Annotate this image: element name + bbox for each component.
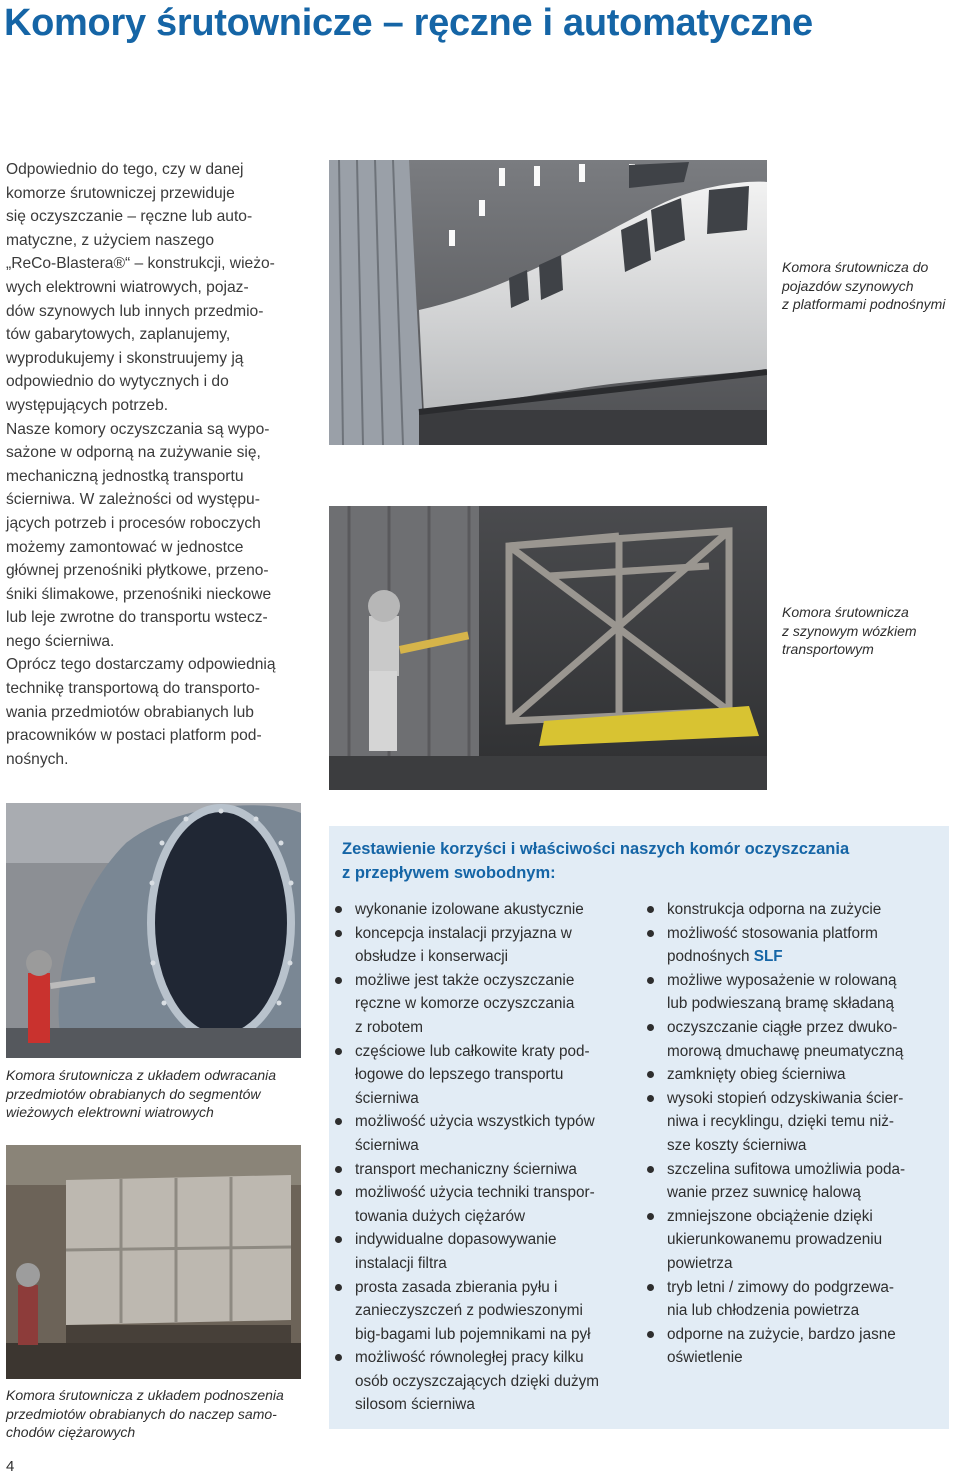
intro-line: komorze śrutowniczej przewiduje <box>6 184 235 202</box>
bullet-icon <box>335 1048 342 1055</box>
benefit-line: indywidualne dopasowywanie <box>355 1231 557 1249</box>
intro-line: dów szynowych lub innych przedmio- <box>6 302 264 320</box>
benefit-item <box>329 1181 644 1228</box>
benefit-line: odporne na zużycie, bardzo jasne <box>667 1325 896 1343</box>
benefit-line: sze koszty ścierniwa <box>667 1136 807 1154</box>
benefit-line: szczelina sufitowa umożliwia poda- <box>667 1160 906 1178</box>
caption-rail-cart <box>782 603 960 659</box>
benefits-list-right <box>641 898 946 1370</box>
caption-line: wieżowych elektrowni wiatrowych <box>6 1104 214 1120</box>
bullet-icon <box>647 1213 654 1220</box>
intro-line: głównej przenośniki płytkowe, przeno- <box>6 562 269 580</box>
intro-line: Nasze komory oczyszczania są wypo- <box>6 420 270 438</box>
bullet-icon <box>335 977 342 984</box>
photo-rail-vehicle-chamber <box>329 160 767 445</box>
benefit-line: ręczne w komorze oczyszczania <box>355 995 575 1013</box>
bullet-icon <box>335 1118 342 1125</box>
intro-text <box>6 158 311 771</box>
benefit-line: zamknięty obieg ścierniwa <box>667 1066 846 1084</box>
benefit-line: instalacji filtra <box>355 1254 447 1272</box>
bullet-icon <box>647 1024 654 1031</box>
photo-rail-cart-chamber <box>329 506 767 790</box>
bullet-icon <box>647 1071 654 1078</box>
benefit-line: powietrza <box>667 1254 733 1272</box>
caption-line: Komora śrutownicza z układem odwracania <box>6 1067 277 1083</box>
benefit-line: ukierunkowanemu prowadzeniu <box>667 1231 883 1249</box>
benefits-title-line: Zestawienie korzyści i właściwości naszych komór oczyszczania <box>342 840 850 858</box>
bullet-icon <box>335 1284 342 1291</box>
benefit-line: możliwość użycia wszystkich typów <box>355 1113 595 1131</box>
intro-line: ścierniwa. W zależności od występu- <box>6 491 260 509</box>
benefit-line: silosom ścierniwa <box>355 1396 475 1414</box>
benefit-item <box>641 1276 946 1323</box>
bullet-icon <box>647 977 654 984</box>
page-number: 4 <box>6 1458 15 1475</box>
benefit-line: niwa i recyklingu, dzięki temu niż- <box>667 1113 894 1131</box>
benefits-box <box>329 826 949 1429</box>
caption-line: z platformami podnośnymi <box>782 296 946 312</box>
caption-rail-vehicle <box>782 258 960 314</box>
benefit-line: morową dmuchawę pneumatyczną <box>667 1042 904 1060</box>
benefit-line: ścierniwa <box>355 1136 419 1154</box>
intro-line: wyprodukujemy i skonstruujemy ją <box>6 349 244 367</box>
benefit-line: możliwe wyposażenie w rolowaną <box>667 971 897 989</box>
photo-wind-tower-segment <box>6 803 301 1058</box>
intro-line: nego ścierniwa. <box>6 632 115 650</box>
rail-cart-illustration <box>329 506 767 790</box>
caption-line: transportowym <box>782 641 874 657</box>
caption-line: z szynowym wózkiem <box>782 622 917 639</box>
benefit-item <box>641 969 946 1016</box>
benefit-line: big-bagami lub pojemnikami na pył <box>355 1325 591 1343</box>
caption-line: chodów ciężarowych <box>6 1424 136 1440</box>
bullet-icon <box>335 1354 342 1361</box>
intro-line: odpowiednio do wytycznych i do <box>6 373 229 391</box>
benefit-line: transport mechaniczny ścierniwa <box>355 1160 577 1178</box>
page-title: Komory śrutownicze – ręczne i automatyczne <box>4 2 813 44</box>
intro-line: matyczne, z użyciem naszego <box>6 231 215 249</box>
intro-paragraph <box>6 158 311 771</box>
benefit-line: ścierniwa <box>355 1089 419 1107</box>
photo-trailer-lift <box>6 1145 301 1379</box>
benefits-list-left <box>329 898 644 1417</box>
bullet-icon <box>647 930 654 937</box>
benefit-line: możliwość równoległej pracy kilku <box>355 1349 584 1367</box>
caption-line: przedmiotów obrabianych do segmentów <box>6 1085 261 1102</box>
benefit-line: konstrukcja odporna na zużycie <box>667 901 882 918</box>
benefit-item <box>329 1110 644 1157</box>
benefit-item <box>329 1158 644 1182</box>
intro-line: „ReCo-Blastera®“ – konstrukcji, wieżo- <box>6 255 275 273</box>
benefit-item <box>329 1346 644 1417</box>
caption-line: pojazdów szynowych <box>782 277 914 294</box>
bullet-icon <box>647 1095 654 1102</box>
benefit-line: tryb letni / zimowy do podgrzewa- <box>667 1278 894 1296</box>
benefit-line: wysoki stopień odzyskiwania ścier- <box>667 1089 904 1107</box>
benefit-item <box>329 969 644 1040</box>
intro-line: wania przedmiotów obrabianych lub <box>6 703 254 721</box>
caption-trailer-lift <box>6 1386 306 1442</box>
benefit-line: wanie przez suwnicę halową <box>667 1184 861 1202</box>
intro-line: Oprócz tego dostarczamy odpowiednią <box>6 656 276 674</box>
caption-line: Komora śrutownicza <box>782 604 909 620</box>
benefit-item <box>641 898 946 922</box>
trailer-lift-illustration <box>6 1145 301 1379</box>
benefit-item <box>641 1063 946 1087</box>
rail-vehicle-illustration <box>329 160 767 445</box>
benefit-line-prefix: podnośnych <box>667 948 754 966</box>
benefit-item <box>641 1016 946 1063</box>
benefit-line: towania dużych ciężarów <box>355 1207 526 1225</box>
benefit-item <box>329 1228 644 1275</box>
benefit-item <box>641 1087 946 1158</box>
benefit-item <box>641 922 946 969</box>
intro-line: mechaniczną jednostką transportu <box>6 467 244 485</box>
benefit-line: zmniejszone obciążenie dzięki <box>667 1207 873 1225</box>
intro-line: lub leje zwrotne do transportu wstecz- <box>6 609 268 627</box>
benefit-item <box>641 1205 946 1276</box>
caption-line: przedmiotów obrabianych do naczep samo- <box>6 1405 277 1422</box>
benefit-line: prosta zasada zbierania pyłu i <box>355 1278 558 1296</box>
benefit-line: lub podwieszaną bramę składaną <box>667 995 895 1013</box>
benefit-line: obsłudze i konserwacji <box>355 948 509 966</box>
intro-line: jących potrzeb i procesów roboczych <box>6 514 261 532</box>
bullet-icon <box>335 1166 342 1173</box>
intro-line: technikę transportową do transporto- <box>6 680 260 698</box>
intro-line: nośnych. <box>6 750 69 768</box>
benefits-title <box>342 837 942 885</box>
wind-tower-illustration <box>6 803 301 1058</box>
benefit-item <box>329 1040 644 1111</box>
benefit-line <box>667 945 946 969</box>
intro-line: wych elektrowni wiatrowych, pojaz- <box>6 278 249 296</box>
benefit-line: możliwe jest także oczyszczanie <box>355 971 575 989</box>
intro-line: tów gabarytowych, zaplanujemy, <box>6 326 231 344</box>
benefit-line: zanieczyszczeń z podwieszonymi <box>355 1302 583 1320</box>
benefit-line: z robotem <box>355 1018 424 1036</box>
benefit-item <box>641 1158 946 1205</box>
benefit-line: wykonanie izolowane akustycznie <box>355 901 584 918</box>
intro-line: Odpowiednio do tego, czy w danej <box>6 161 244 178</box>
intro-line: sażone w odporną na zużywanie się, <box>6 444 261 462</box>
bullet-icon <box>647 1284 654 1291</box>
intro-line: możemy zamontować w jednostce <box>6 538 244 556</box>
benefit-line: możliwość stosowania platform <box>667 924 878 942</box>
intro-line: pracowników w postaci platform pod- <box>6 727 262 745</box>
benefit-line: nia lub chłodzenia powietrza <box>667 1302 860 1320</box>
bullet-icon <box>335 1236 342 1243</box>
benefit-line: częściowe lub całkowite kraty pod- <box>355 1042 590 1060</box>
benefit-line: koncepcja instalacji przyjazna w <box>355 924 572 942</box>
intro-line: występujących potrzeb. <box>6 396 169 414</box>
benefit-item <box>329 922 644 969</box>
highlight-slf: SLF <box>753 948 783 966</box>
benefit-item <box>641 1323 946 1370</box>
bullet-icon <box>647 1331 654 1338</box>
benefits-title-line: z przepływem swobodnym: <box>342 864 556 882</box>
bullet-icon <box>647 906 654 913</box>
benefit-line: oświetlenie <box>667 1349 743 1367</box>
bullet-icon <box>335 930 342 937</box>
benefit-line: oczyszczanie ciągłe przez dwuko- <box>667 1018 898 1036</box>
benefit-line: możliwość użycia techniki transpor- <box>355 1184 595 1202</box>
intro-line: śniki ślimakowe, przenośniki nieckowe <box>6 585 272 603</box>
benefit-line: łogowe do lepszego transportu <box>355 1066 564 1084</box>
caption-line: Komora śrutownicza do <box>782 259 929 275</box>
intro-line: się oczyszczanie – ręczne lub auto- <box>6 208 253 226</box>
bullet-icon <box>335 906 342 913</box>
benefit-item <box>329 1276 644 1347</box>
bullet-icon <box>335 1189 342 1196</box>
benefit-line: osób oczyszczających dzięki dużym <box>355 1372 599 1390</box>
caption-line: Komora śrutownicza z układem podnoszenia <box>6 1387 284 1403</box>
benefit-item <box>329 898 644 922</box>
bullet-icon <box>647 1166 654 1173</box>
caption-wind-tower <box>6 1066 306 1122</box>
